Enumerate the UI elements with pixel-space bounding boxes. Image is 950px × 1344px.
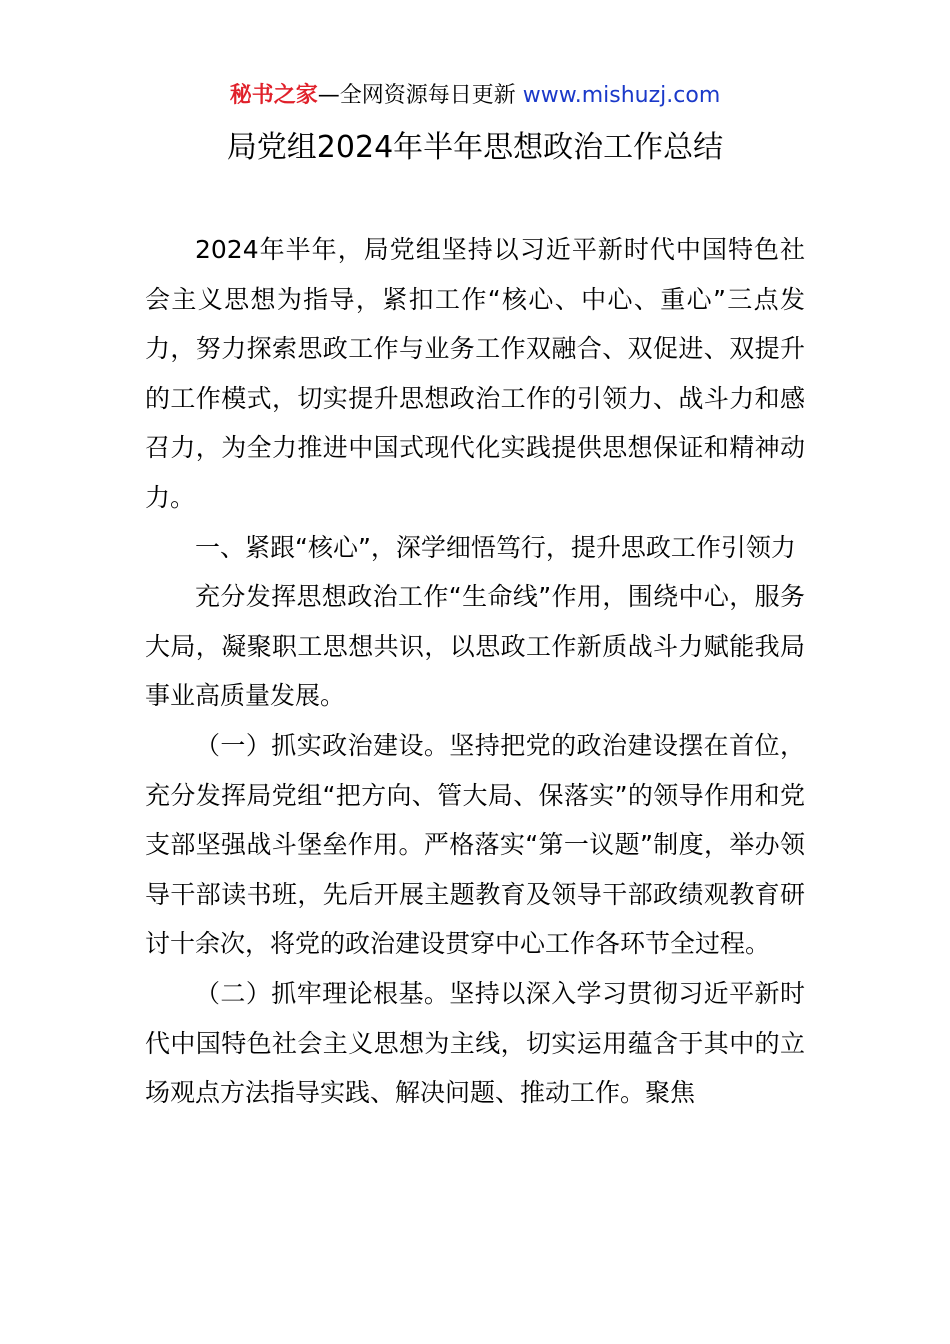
header-tagline: —全网资源每日更新 <box>317 83 516 108</box>
section-1-paragraph: 充分发挥思想政治工作“生命线”作用，围绕中心，服务大局，凝聚职工思想共识，以思政工作新质战斗力赋能我局事业高质量发展。 <box>145 582 805 711</box>
subsection-1-paragraph: （一）抓实政治建设。坚持把党的政治建设摆在首位，充分发挥局党组“把方向、管大局、保落实”的领导作用和党支部坚强战斗堡垒作用。严格落实“第一议题”制度，举办领导干部读书班，先后开展主题教育及领导干部政绩观教育研讨十余次，将党的政治建设贯穿中心工作各环节全过程。 <box>145 730 805 959</box>
document-title: 局党组2024年半年思想政治工作总结 <box>226 130 724 165</box>
site-header <box>0 80 950 112</box>
intro-paragraph: 2024年半年，局党组坚持以习近平新时代中国特色社会主义思想为指导，紧扣工作“核心、中心、重心”三点发力，努力探索思政工作与业务工作双融合、双促进、双提升的工作模式，切实提升思想政治工作的引领力、战斗力和感召力，为全力推进中国式现代化实践提供思想保证和精神动力。 <box>145 235 805 512</box>
site-url[interactable]: www.mishuzj.com <box>522 83 721 108</box>
subsection-2-paragraph: （二）抓牢理论根基。坚持以深入学习贯彻习近平新时代中国特色社会主义思想为主线，切实运用蕴含于其中的立场观点方法指导实践、解决问题、推动工作。聚焦 <box>145 978 805 1108</box>
section-heading-1: 一、紧跟“核心”，深学细悟笃行，提升思政工作引领力 <box>195 532 796 562</box>
document-body <box>145 225 805 1118</box>
brand-name: 秘书之家 <box>229 83 318 108</box>
